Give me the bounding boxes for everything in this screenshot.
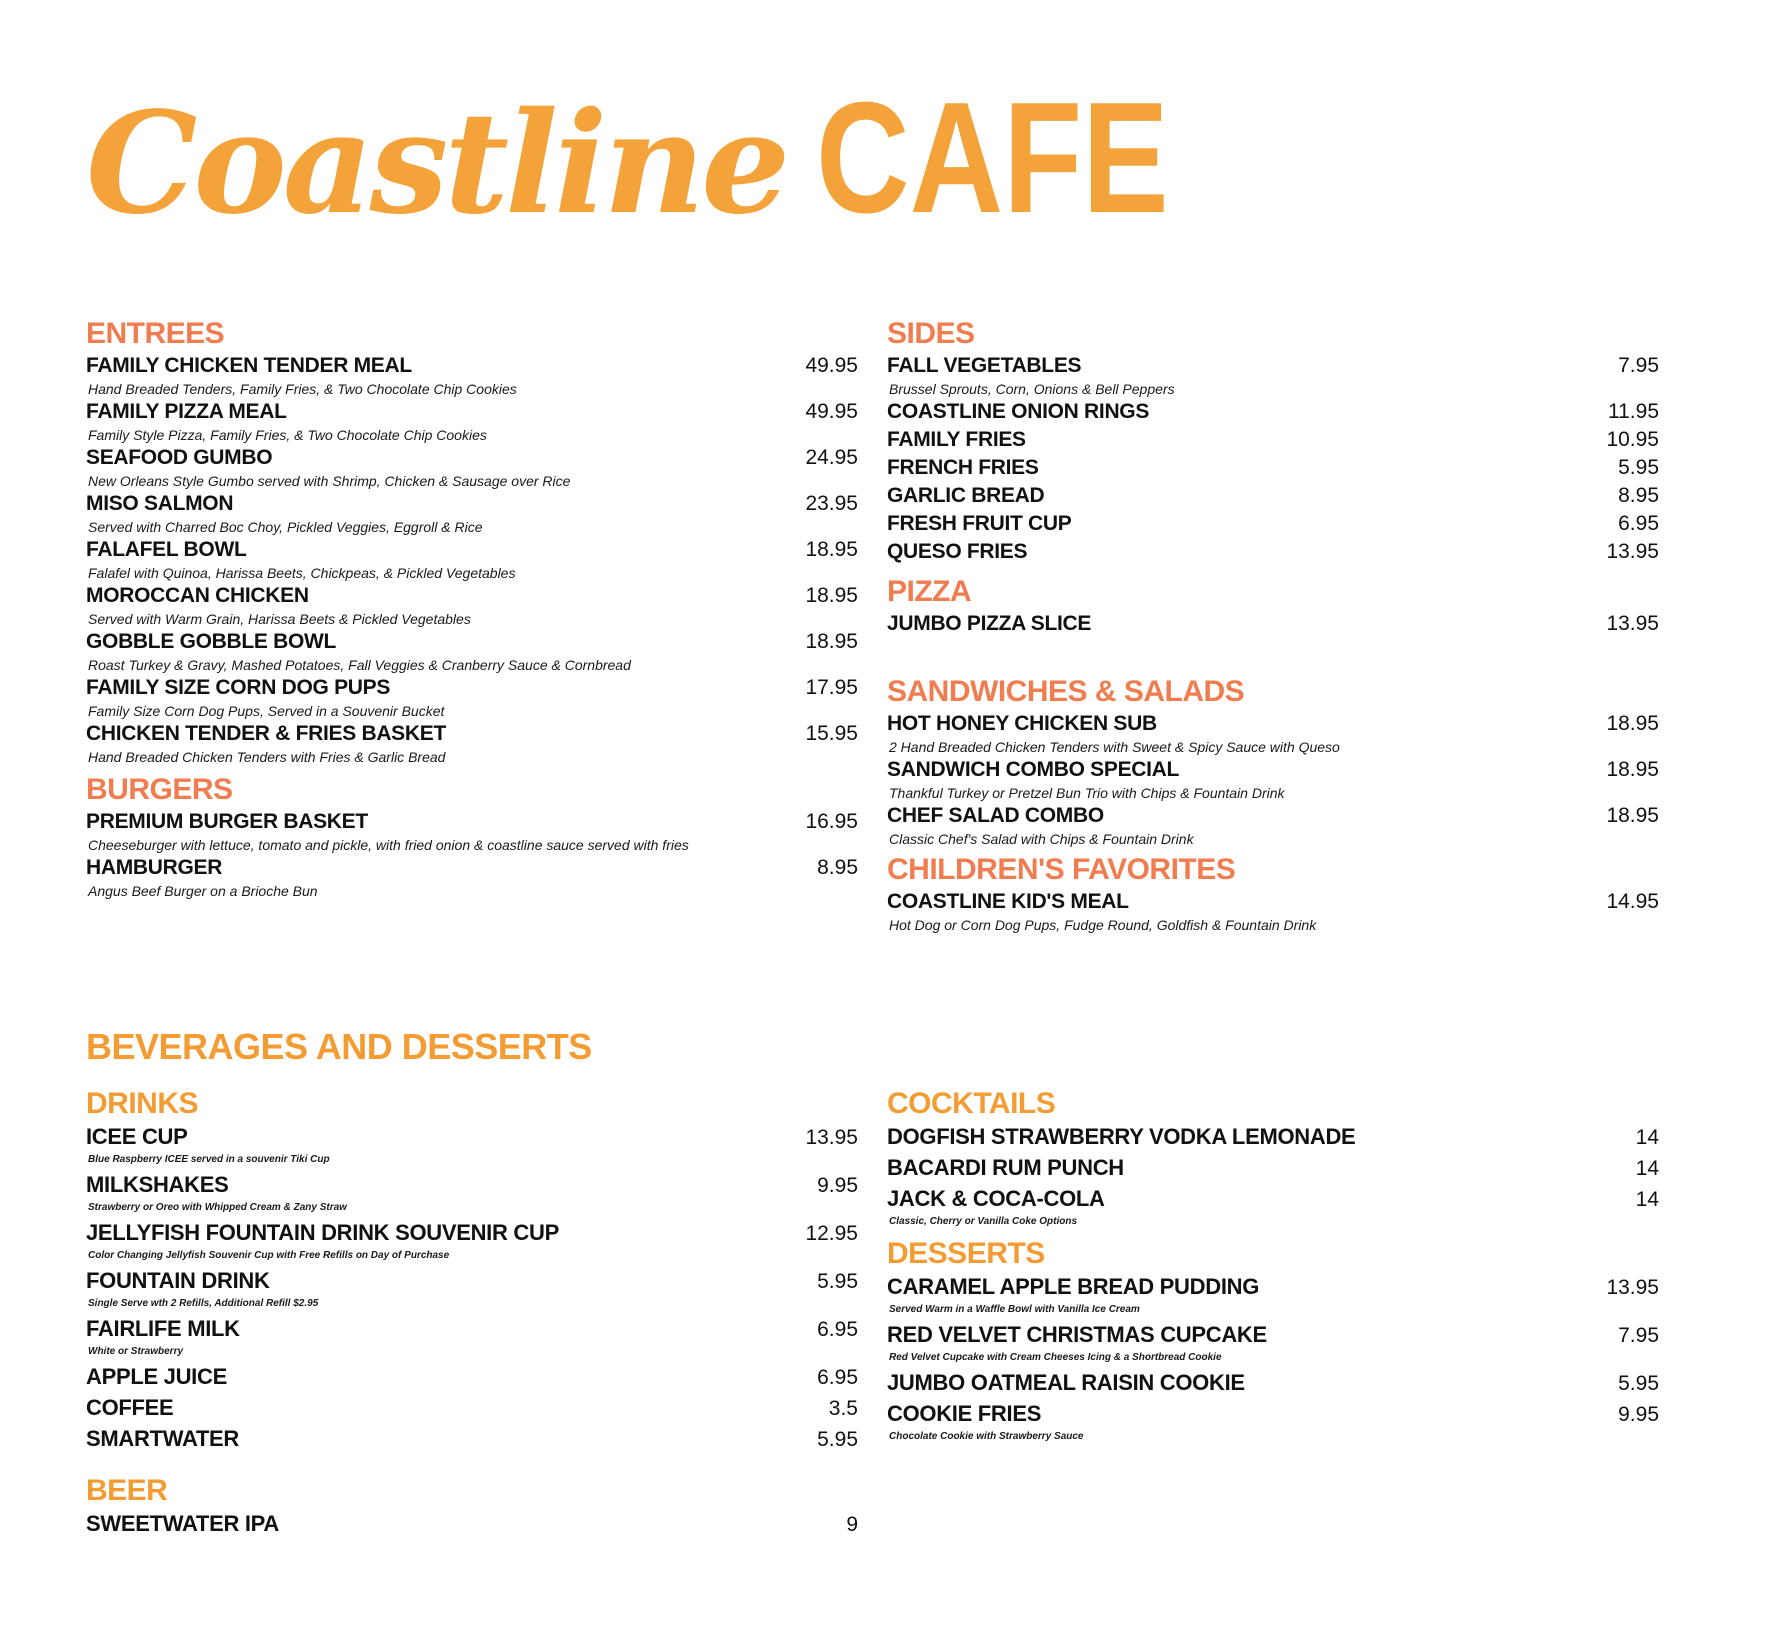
item-name: FRESH FRUIT CUP: [887, 512, 1072, 535]
item-description: Served Warm in a Waffle Bowl with Vanilla Ice Cream: [889, 1304, 1140, 1315]
menu-item: [86, 582, 858, 628]
menu-item: [86, 1314, 858, 1358]
item-price: 5.95: [817, 1428, 858, 1451]
menu-item: [887, 1320, 1659, 1364]
item-description: Blue Raspberry ICEE served in a souvenir Tiki Cup: [88, 1154, 330, 1165]
item-price: 5.95: [1618, 1372, 1659, 1395]
section-title: CHILDREN'S FAVORITES: [887, 853, 1236, 886]
item-name: CARAMEL APPLE BREAD PUDDING: [887, 1274, 1260, 1299]
menu-item-row: [86, 352, 858, 380]
left-beverage-column: [86, 1086, 858, 1540]
item-name: JELLYFISH FOUNTAIN DRINK SOUVENIR CUP: [86, 1220, 559, 1245]
item-description: Family Style Pizza, Family Fries, & Two Chocolate Chip Cookies: [88, 427, 487, 443]
item-description: 2 Hand Breaded Chicken Tenders with Sweet & Spicy Sauce with Queso: [889, 739, 1340, 755]
item-name: CHICKEN TENDER & FRIES BASKET: [86, 722, 446, 745]
menu-item: [887, 510, 1659, 538]
menu-item-row: [86, 536, 858, 564]
item-name: SANDWICH COMBO SPECIAL: [887, 758, 1180, 781]
menu-item: [887, 1184, 1659, 1228]
logo-script-text: Coastline: [86, 82, 787, 246]
item-price: 18.95: [1606, 758, 1659, 781]
item-name: GOBBLE GOBBLE BOWL: [86, 630, 337, 653]
menu-item: [887, 756, 1659, 802]
left-food-column: [86, 316, 858, 900]
item-price: 16.95: [805, 810, 858, 833]
item-price: 18.95: [805, 584, 858, 607]
item-name: DOGFISH STRAWBERRY VODKA LEMONADE: [887, 1124, 1356, 1149]
item-description: Strawberry or Oreo with Whipped Cream & Zany Straw: [88, 1202, 347, 1213]
menu-item-row: [887, 1368, 1659, 1399]
item-name: MILKSHAKES: [86, 1172, 229, 1197]
menu-item-row: [887, 802, 1659, 830]
item-name: FAMILY PIZZA MEAL: [86, 400, 287, 423]
menu-item-row: [887, 710, 1659, 738]
item-name: JUMBO PIZZA SLICE: [887, 612, 1092, 635]
item-description: Falafel with Quinoa, Harissa Beets, Chickpeas, & Pickled Vegetables: [88, 565, 516, 581]
item-name: SWEETWATER IPA: [86, 1511, 279, 1536]
beverages-desserts-heading: BEVERAGES AND DESSERTS: [86, 1026, 592, 1067]
menu-item-row: [887, 510, 1659, 538]
menu-item: [86, 628, 858, 674]
menu-item: [887, 1368, 1659, 1399]
menu-item-row: [86, 1122, 858, 1153]
section-title: ENTREES: [86, 317, 225, 350]
item-price: 14: [1635, 1188, 1659, 1211]
item-price: 6.95: [817, 1318, 858, 1341]
item-price: 14.95: [1606, 890, 1659, 913]
section-title: DESSERTS: [887, 1237, 1045, 1270]
item-price: 5.95: [817, 1270, 858, 1293]
item-price: 10.95: [1606, 428, 1659, 451]
menu-item-row: [887, 1153, 1659, 1184]
item-description: New Orleans Style Gumbo served with Shrimp, Chicken & Sausage over Rice: [88, 473, 571, 489]
item-price: 18.95: [1606, 712, 1659, 735]
item-price: 6.95: [817, 1366, 858, 1389]
menu-item: [887, 802, 1659, 848]
right-beverage-column: [887, 1086, 1659, 1447]
menu-item: [887, 352, 1659, 398]
item-name: COOKIE FRIES: [887, 1401, 1042, 1426]
menu-item-row: [86, 582, 858, 610]
item-price: 49.95: [805, 400, 858, 423]
item-description: Brussel Sprouts, Corn, Onions & Bell Peppers: [889, 381, 1175, 397]
menu-item: [86, 720, 858, 766]
menu-item: [887, 398, 1659, 426]
menu-item: [86, 444, 858, 490]
item-name: JUMBO OATMEAL RAISIN COOKIE: [887, 1370, 1245, 1395]
children-section: [887, 852, 1659, 934]
item-name: MOROCCAN CHICKEN: [86, 584, 309, 607]
menu-item-row: [86, 1170, 858, 1201]
item-description: Red Velvet Cupcake with Cream Cheeses Icing & a Shortbread Cookie: [889, 1352, 1222, 1363]
item-name: APPLE JUICE: [86, 1364, 227, 1389]
item-name: ICEE CUP: [86, 1124, 188, 1149]
menu-item: [887, 888, 1659, 934]
item-name: FAIRLIFE MILK: [86, 1316, 240, 1341]
menu-item: [86, 1122, 858, 1166]
menu-item: [887, 1399, 1659, 1443]
item-name: CHEF SALAD COMBO: [887, 804, 1104, 827]
menu-item: [887, 710, 1659, 756]
menu-item: [887, 538, 1659, 566]
item-price: 8.95: [1618, 484, 1659, 507]
section-title: PIZZA: [887, 575, 972, 608]
menu-item-row: [86, 1424, 858, 1455]
item-name: FRENCH FRIES: [887, 456, 1039, 479]
section-title: SANDWICHES & SALADS: [887, 675, 1245, 708]
menu-item-row: [887, 1272, 1659, 1303]
item-name: PREMIUM BURGER BASKET: [86, 810, 368, 833]
item-price: 13.95: [1606, 540, 1659, 563]
menu-item-row: [86, 490, 858, 518]
item-price: 14: [1635, 1157, 1659, 1180]
item-price: 15.95: [805, 722, 858, 745]
menu-item-row: [86, 674, 858, 702]
menu-item: [86, 1218, 858, 1262]
menu-item: [86, 1424, 858, 1455]
item-name: FAMILY FRIES: [887, 428, 1026, 451]
item-price: 17.95: [805, 676, 858, 699]
item-name: SEAFOOD GUMBO: [86, 446, 273, 469]
menu-item-row: [86, 720, 858, 748]
item-name: COASTLINE ONION RINGS: [887, 400, 1150, 423]
right-food-column: [887, 316, 1659, 934]
menu-item: [887, 426, 1659, 454]
menu-item-row: [887, 1320, 1659, 1351]
menu-item-row: [887, 610, 1659, 638]
desserts-section: [887, 1236, 1659, 1443]
menu-item-row: [86, 1266, 858, 1297]
item-name: FAMILY CHICKEN TENDER MEAL: [86, 354, 412, 377]
item-price: 9: [846, 1513, 858, 1536]
menu-item: [86, 398, 858, 444]
section-title: BEER: [86, 1474, 168, 1507]
item-price: 12.95: [805, 1222, 858, 1245]
item-name: RED VELVET CHRISTMAS CUPCAKE: [887, 1322, 1267, 1347]
item-price: 13.95: [1606, 612, 1659, 635]
menu-item: [86, 1393, 858, 1424]
item-name: HOT HONEY CHICKEN SUB: [887, 712, 1157, 735]
menu-item-row: [887, 888, 1659, 916]
item-description: Single Serve wth 2 Refills, Additional Refill $2.95: [88, 1298, 319, 1309]
item-description: Color Changing Jellyfish Souvenir Cup with Free Refills on Day of Purchase: [88, 1250, 450, 1261]
menu-item-row: [887, 1399, 1659, 1430]
menu-item-row: [887, 538, 1659, 566]
item-description: Classic Chef's Salad with Chips & Fountain Drink: [889, 831, 1194, 847]
menu-item: [86, 490, 858, 536]
item-name: BACARDI RUM PUNCH: [887, 1155, 1124, 1180]
menu-item: [86, 1509, 858, 1540]
item-name: COASTLINE KID'S MEAL: [887, 890, 1129, 913]
menu-item: [86, 1266, 858, 1310]
menu-item: [887, 610, 1659, 638]
item-name: COFFEE: [86, 1395, 174, 1420]
item-price: 24.95: [805, 446, 858, 469]
item-description: Thankful Turkey or Pretzel Bun Trio with Chips & Fountain Drink: [889, 785, 1285, 801]
menu-item-row: [86, 398, 858, 426]
item-price: 11.95: [1608, 400, 1659, 423]
menu-item: [887, 1272, 1659, 1316]
item-price: 9.95: [817, 1174, 858, 1197]
menu-item-row: [86, 1314, 858, 1345]
beer-section: [86, 1473, 858, 1540]
menu-item-row: [887, 1184, 1659, 1215]
cocktails-section: [887, 1086, 1659, 1228]
menu-item: [86, 1362, 858, 1393]
sides-section: [887, 316, 1659, 566]
item-price: 7.95: [1618, 1324, 1659, 1347]
menu-item: [86, 352, 858, 398]
section-title: COCKTAILS: [887, 1087, 1056, 1120]
item-price: 3.5: [828, 1397, 858, 1420]
menu-item: [86, 674, 858, 720]
item-description: Chocolate Cookie with Strawberry Sauce: [889, 1431, 1084, 1442]
item-description: Hand Breaded Tenders, Family Fries, & Two Chocolate Chip Cookies: [88, 381, 517, 397]
item-name: QUESO FRIES: [887, 540, 1028, 563]
pizza-section: [887, 574, 1659, 638]
menu-item: [887, 1122, 1659, 1153]
logo-block-text: CAFE: [816, 70, 1169, 246]
menu-item-row: [887, 1122, 1659, 1153]
menu-item-row: [86, 1509, 858, 1540]
item-description: Cheeseburger with lettuce, tomato and pickle, with fried onion & coastline sauce served with fries: [88, 837, 689, 853]
item-name: FALL VEGETABLES: [887, 354, 1082, 377]
sandwiches-section: [887, 674, 1659, 848]
section-title: DRINKS: [86, 1087, 199, 1120]
menu-item: [86, 536, 858, 582]
burgers-section: [86, 772, 858, 900]
item-price: 5.95: [1618, 456, 1659, 479]
menu-item: [86, 854, 858, 900]
menu-item-row: [887, 426, 1659, 454]
item-description: Angus Beef Burger on a Brioche Bun: [88, 883, 318, 899]
item-price: 9.95: [1618, 1403, 1659, 1426]
item-description: Served with Warm Grain, Harissa Beets & Pickled Vegetables: [88, 611, 471, 627]
item-name: HAMBURGER: [86, 856, 223, 879]
menu-item-row: [887, 482, 1659, 510]
menu-item: [887, 1153, 1659, 1184]
item-name: MISO SALMON: [86, 492, 234, 515]
item-name: FALAFEL BOWL: [86, 538, 247, 561]
menu-item-row: [86, 1362, 858, 1393]
menu-item-row: [86, 808, 858, 836]
item-price: 7.95: [1618, 354, 1659, 377]
menu-item: [86, 808, 858, 854]
menu-item: [887, 454, 1659, 482]
item-description: Family Size Corn Dog Pups, Served in a Souvenir Bucket: [88, 703, 445, 719]
item-price: 49.95: [805, 354, 858, 377]
item-description: Roast Turkey & Gravy, Mashed Potatoes, Fall Veggies & Cranberry Sauce & Cornbread: [88, 657, 631, 673]
item-price: 6.95: [1618, 512, 1659, 535]
item-description: Hand Breaded Chicken Tenders with Fries & Garlic Bread: [88, 749, 446, 765]
section-title: BURGERS: [86, 773, 233, 806]
item-price: 13.95: [1606, 1276, 1659, 1299]
entrees-section: [86, 316, 858, 766]
item-price: 23.95: [805, 492, 858, 515]
menu-item-row: [887, 352, 1659, 380]
menu-item: [86, 1170, 858, 1214]
menu-item-row: [887, 756, 1659, 784]
item-description: Served with Charred Boc Choy, Pickled Veggies, Eggroll & Rice: [88, 519, 483, 535]
item-name: FOUNTAIN DRINK: [86, 1268, 270, 1293]
item-price: 18.95: [805, 630, 858, 653]
menu-item-row: [887, 398, 1659, 426]
item-price: 18.95: [805, 538, 858, 561]
item-description: White or Strawberry: [88, 1346, 184, 1357]
section-title: SIDES: [887, 317, 975, 350]
item-name: JACK & COCA-COLA: [887, 1186, 1105, 1211]
drinks-section: [86, 1086, 858, 1455]
item-price: 18.95: [1606, 804, 1659, 827]
item-price: 14: [1635, 1126, 1659, 1149]
menu-item-row: [887, 454, 1659, 482]
item-name: GARLIC BREAD: [887, 484, 1045, 507]
item-name: FAMILY SIZE CORN DOG PUPS: [86, 676, 391, 699]
menu-item-row: [86, 854, 858, 882]
cafe-logo: [86, 68, 1246, 246]
item-description: Hot Dog or Corn Dog Pups, Fudge Round, Goldfish & Fountain Drink: [889, 917, 1317, 933]
item-name: SMARTWATER: [86, 1426, 240, 1451]
menu-item-row: [86, 628, 858, 656]
menu-item-row: [86, 444, 858, 472]
menu-item-row: [86, 1218, 858, 1249]
menu-item: [887, 482, 1659, 510]
item-price: 8.95: [817, 856, 858, 879]
item-price: 13.95: [805, 1126, 858, 1149]
item-description: Classic, Cherry or Vanilla Coke Options: [889, 1216, 1078, 1227]
menu-item-row: [86, 1393, 858, 1424]
